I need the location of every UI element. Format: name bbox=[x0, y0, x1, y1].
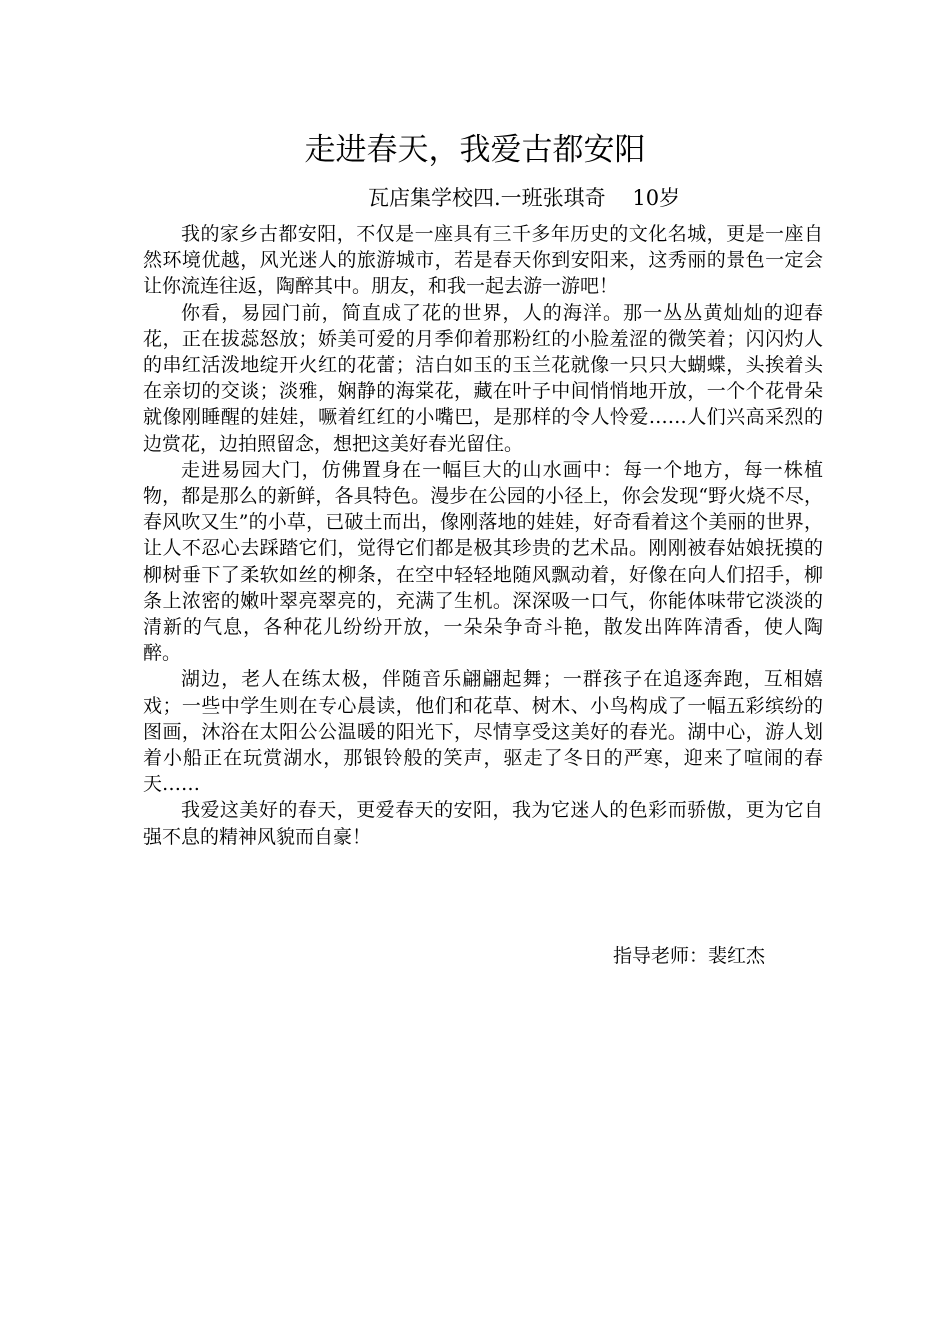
article-body bbox=[143, 221, 823, 850]
paragraph-park: 走进易园大门，仿佛置身在一幅巨大的山水画中：每一个地方，每一株植物，都是那么的新鲜，各具特色。漫步在公园的小径上，你会发现“野火烧不尽，春风吹又生”的小草，已破土而出，像刚落地的娃娃，好奇看着这个美丽的世界，让人不忍心去踩踏它们，觉得它们都是极其珍贵的艺术品。刚刚被春姑娘抚摸的柳树垂下了柔软如丝的柳条，在空中轻轻地随风飘动着，好像在向人们招手，柳条上浓密的嫩叶翠亮翠亮的，充满了生机。深深吸一口气，你能体味带它淡淡的清新的气息，各种花儿纷纷开放，一朵朵争奇斗艳，散发出阵阵清香，使人陶醉。 bbox=[143, 458, 823, 665]
teacher-line: 指导老师：裴红杰 bbox=[613, 945, 766, 967]
paragraph-conclusion: 我爱这美好的春天，更爱春天的安阳，我为它迷人的色彩而骄傲，更为它自强不息的精神风貌而自豪！ bbox=[143, 799, 823, 848]
document-title: 走进春天，我爱古都安阳 bbox=[304, 132, 646, 168]
author-line: 瓦店集学校四.一班张琪奇 10岁 bbox=[368, 186, 681, 210]
paragraph-flowers: 你看，易园门前，简直成了花的世界，人的海洋。那一丛丛黄灿灿的迎春花，正在拔蕊怒放；娇美可爱的月季仰着那粉红的小脸羞涩的微笑着；闪闪灼人的串红活泼地绽开火红的花蕾；洁白如玉的玉兰花就像一只只大蝴蝶，头挨着头在亲切的交谈；淡雅，娴静的海棠花，藏在叶子中间悄悄地开放，一个个花骨朵就像刚睡醒的娃娃，噘着红红的小嘴巴，是那样的令人怜爱……人们兴高采烈的边赏花，边拍照留念，想把这美好春光留住。 bbox=[143, 301, 823, 455]
paragraph-lake: 湖边，老人在练太极，伴随音乐翩翩起舞；一群孩子在追逐奔跑，互相嬉戏；一些中学生则在专心晨读，他们和花草、树木、小鸟构成了一幅五彩缤纷的图画，沐浴在太阳公公温暖的阳光下，尽情享受这美好的春光。湖中心，游人划着小船正在玩赏湖水，那银铃般的笑声，驱走了冬日的严寒，迎来了喧闹的春天…… bbox=[143, 668, 823, 796]
paragraph-intro: 我的家乡古都安阳，不仅是一座具有三千多年历史的文化名城，更是一座自然环境优越，风光迷人的旅游城市，若是春天你到安阳来，这秀丽的景色一定会让你流连往返，陶醉其中。朋友，和我一起去游一游吧！ bbox=[143, 223, 823, 298]
